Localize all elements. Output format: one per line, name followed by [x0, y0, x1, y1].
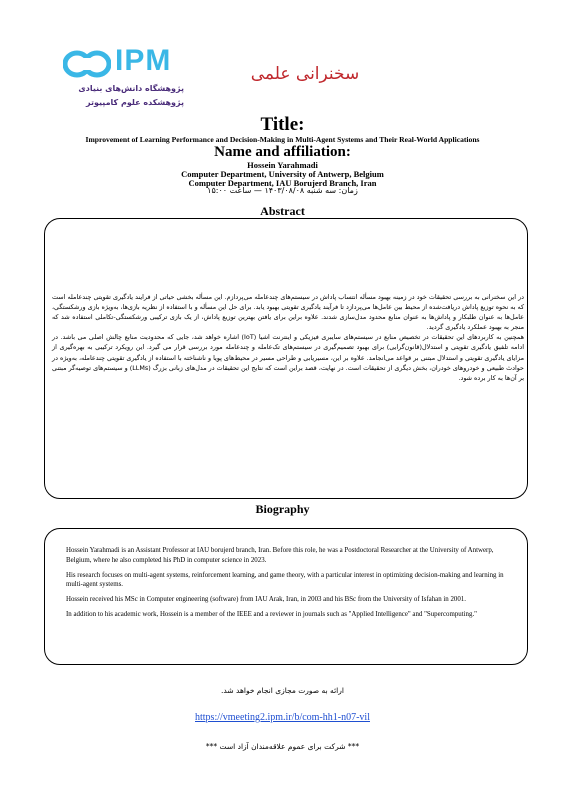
free-attendance-note: *** شرکت برای عموم علاقه‌مندان آزاد است *** [205, 742, 360, 751]
biography-paragraph: Hossein received his MSc in Computer engineering (software) from IAU Arak, Iran, in 2003 and his BSc from the University of Isfahan in 2001. [66, 596, 466, 604]
talk-title: Improvement of Learning Performance and Decision-Making in Multi-Agent Systems and Their Real-World Applications [85, 135, 480, 144]
talk-datetime: زمان: سه شنبه ۱۴۰۳/۰۸/۰۸ — ساعت ۱۵:۰۰ [207, 186, 358, 195]
biography-heading: Biography [255, 502, 310, 516]
abstract-heading: Abstract [260, 204, 305, 218]
online-note: ارائه به صورت مجازی انجام خواهد شد. [221, 686, 344, 695]
poster-headline: سخنرانی علمی [250, 64, 360, 84]
logo-text: IPM [115, 44, 172, 77]
speaker-name: Hossein Yarahmadi [247, 160, 318, 170]
institute-name: پژوهشگاه دانش‌های بنیادی [78, 84, 184, 93]
biography-paragraph: Hossein Yarahmadi is an Assistant Professor at IAU borujerd branch, Iran. Before this role, he was a Postdoctoral Researcher at the University of Antwerp, Belgium, where he also completed his PhD in computer science in 2023. [66, 547, 494, 564]
biography-text [66, 546, 508, 626]
biography-paragraph: In addition to his academic work, Hossein is a member of the IEEE and a reviewer in journals such as "Applied Intelligence" and "Supercomputing." [66, 611, 477, 619]
affiliation-line: Computer Department, University of Antwerp, Belgium [181, 169, 384, 179]
affiliation-line: Computer Department, IAU Borujerd Branch, Iran [188, 178, 377, 188]
biography-paragraph: His research focuses on multi-agent systems, reinforcement learning, and game theory, with a particular interest in optimizing decision-making and learning in multi-agent systems. [66, 571, 504, 589]
meeting-link[interactable]: https://vmeeting2.ipm.ir/b/com-hh1-n07-vil [195, 712, 370, 723]
abstract-text [52, 292, 524, 383]
title-label: Title: [260, 114, 305, 135]
affiliation-label: Name and affiliation: [214, 144, 351, 160]
abstract-paragraph: همچنین به کاربردهای این تحقیقات در تخصیص منابع در سیستم‌های سایبری فیزیکی و اینترنت اشیا (IoT) اشاره خواهد شد، جایی که محدودیت منابع چالش اصلی می باشد. در ادامه تلفیق یادگیری تقویتی و استدلال(قانون‌گرایی) برای بهبود تصمیم‌گیری در سیستم‌های تک‌عامله و چندعامله مورد بررسی قرار می گیرد. این رویکرد ترکیبی به بهره‌گیری از مزایای یادگیری تقویتی و استدلال مبتنی بر قواعد می‌انجامد. علاوه بر این، مسیریابی و طراحی مسیر در محیط‌های پویا و ناشناخته با استفاده از یادگیری تقویتی چندعامله، به‌ویژه در حوادث طبیعی و خودروهای خودران، بخش دیگری از تحقیقات است. در نهایت، قصد براین است که نتایج این تحقیقات در مدل‌های زبانی بزرگ (LLMs) و سیستم‌های توصیه‌گر مبتنی بر آن‌ها به کار برده شود. [52, 333, 524, 382]
school-name: پژوهشکده علوم کامپیوتر [86, 98, 184, 107]
abstract-paragraph: در این سخنرانی به بررسی تحقیقات خود در زمینه بهبود مسأله انتساب پاداش در سیستم‌های چندعامله می‌پردازم. این مسأله بخشی حیاتی از فرایند یادگیری تقویتی چندعامله است که به نحوه توزیع پاداش دریافت‌شده از محیط بین عامل‌ها می‌پردازد تا فرآیند یادگیری تقویتی بهبود یابد. برای حل این مسأله و با استفاده از نظریه بازی‌ها، به‌ویژه بازی ورشکستگی، عامل‌ها به عنوان طلبکار و پاداش‌ها به عنوان منابع محدود مدل‌سازی شدند. علاوه براین برای یافتن بهترین توزیع پاداش، از یک بازی ترکیبی ورشکستگی-تکاملی استفاده شد که منجر به بهبود عملکرد یادگیری گردید. [51, 293, 524, 332]
ipm-logo-icon [63, 48, 111, 80]
